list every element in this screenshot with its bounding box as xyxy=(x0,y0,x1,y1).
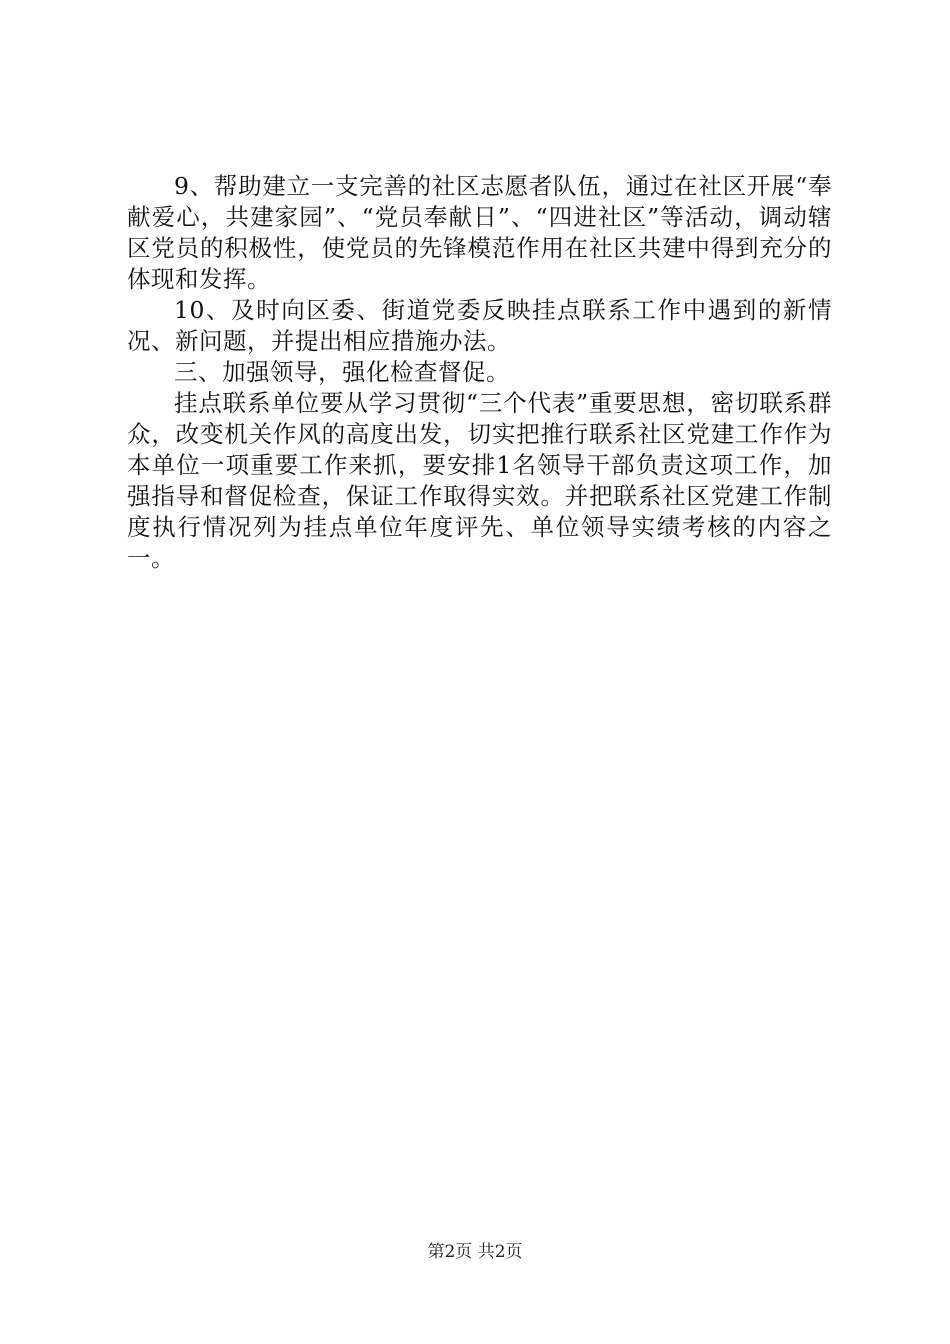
paragraph-item-9: 9、帮助建立一支完善的社区志愿者队伍，通过在社区开展“奉献爱心，共建家园”、“党员奉献日”、“四进社区”等活动，调动辖区党员的积极性，使党员的先锋模范作用在社区共建中得到充分的体现和发挥。 xyxy=(127,172,832,293)
page-footer: 第2页 共2页 xyxy=(427,1242,523,1262)
section-heading: 三、加强领导，强化检查督促。 xyxy=(174,358,510,386)
paragraph-item-10: 10、及时向区委、街道党委反映挂点联系工作中遇到的新情况、新问题，并提出相应措施办法。 xyxy=(127,296,832,355)
paragraph-section-body: 挂点联系单位要从学习贯彻“三个代表”重要思想，密切联系群众，改变机关作风的高度出发，切实把推行联系社区党建工作作为本单位一项重要工作来抓，要安排1名领导干部负责这项工作，加强指导和督促检查，保证工作取得实效。并把联系社区党建工作制度执行情况列为挂点单位年度评先、单位领导实绩考核的内容之一。 xyxy=(127,389,832,572)
document-body xyxy=(127,171,832,574)
